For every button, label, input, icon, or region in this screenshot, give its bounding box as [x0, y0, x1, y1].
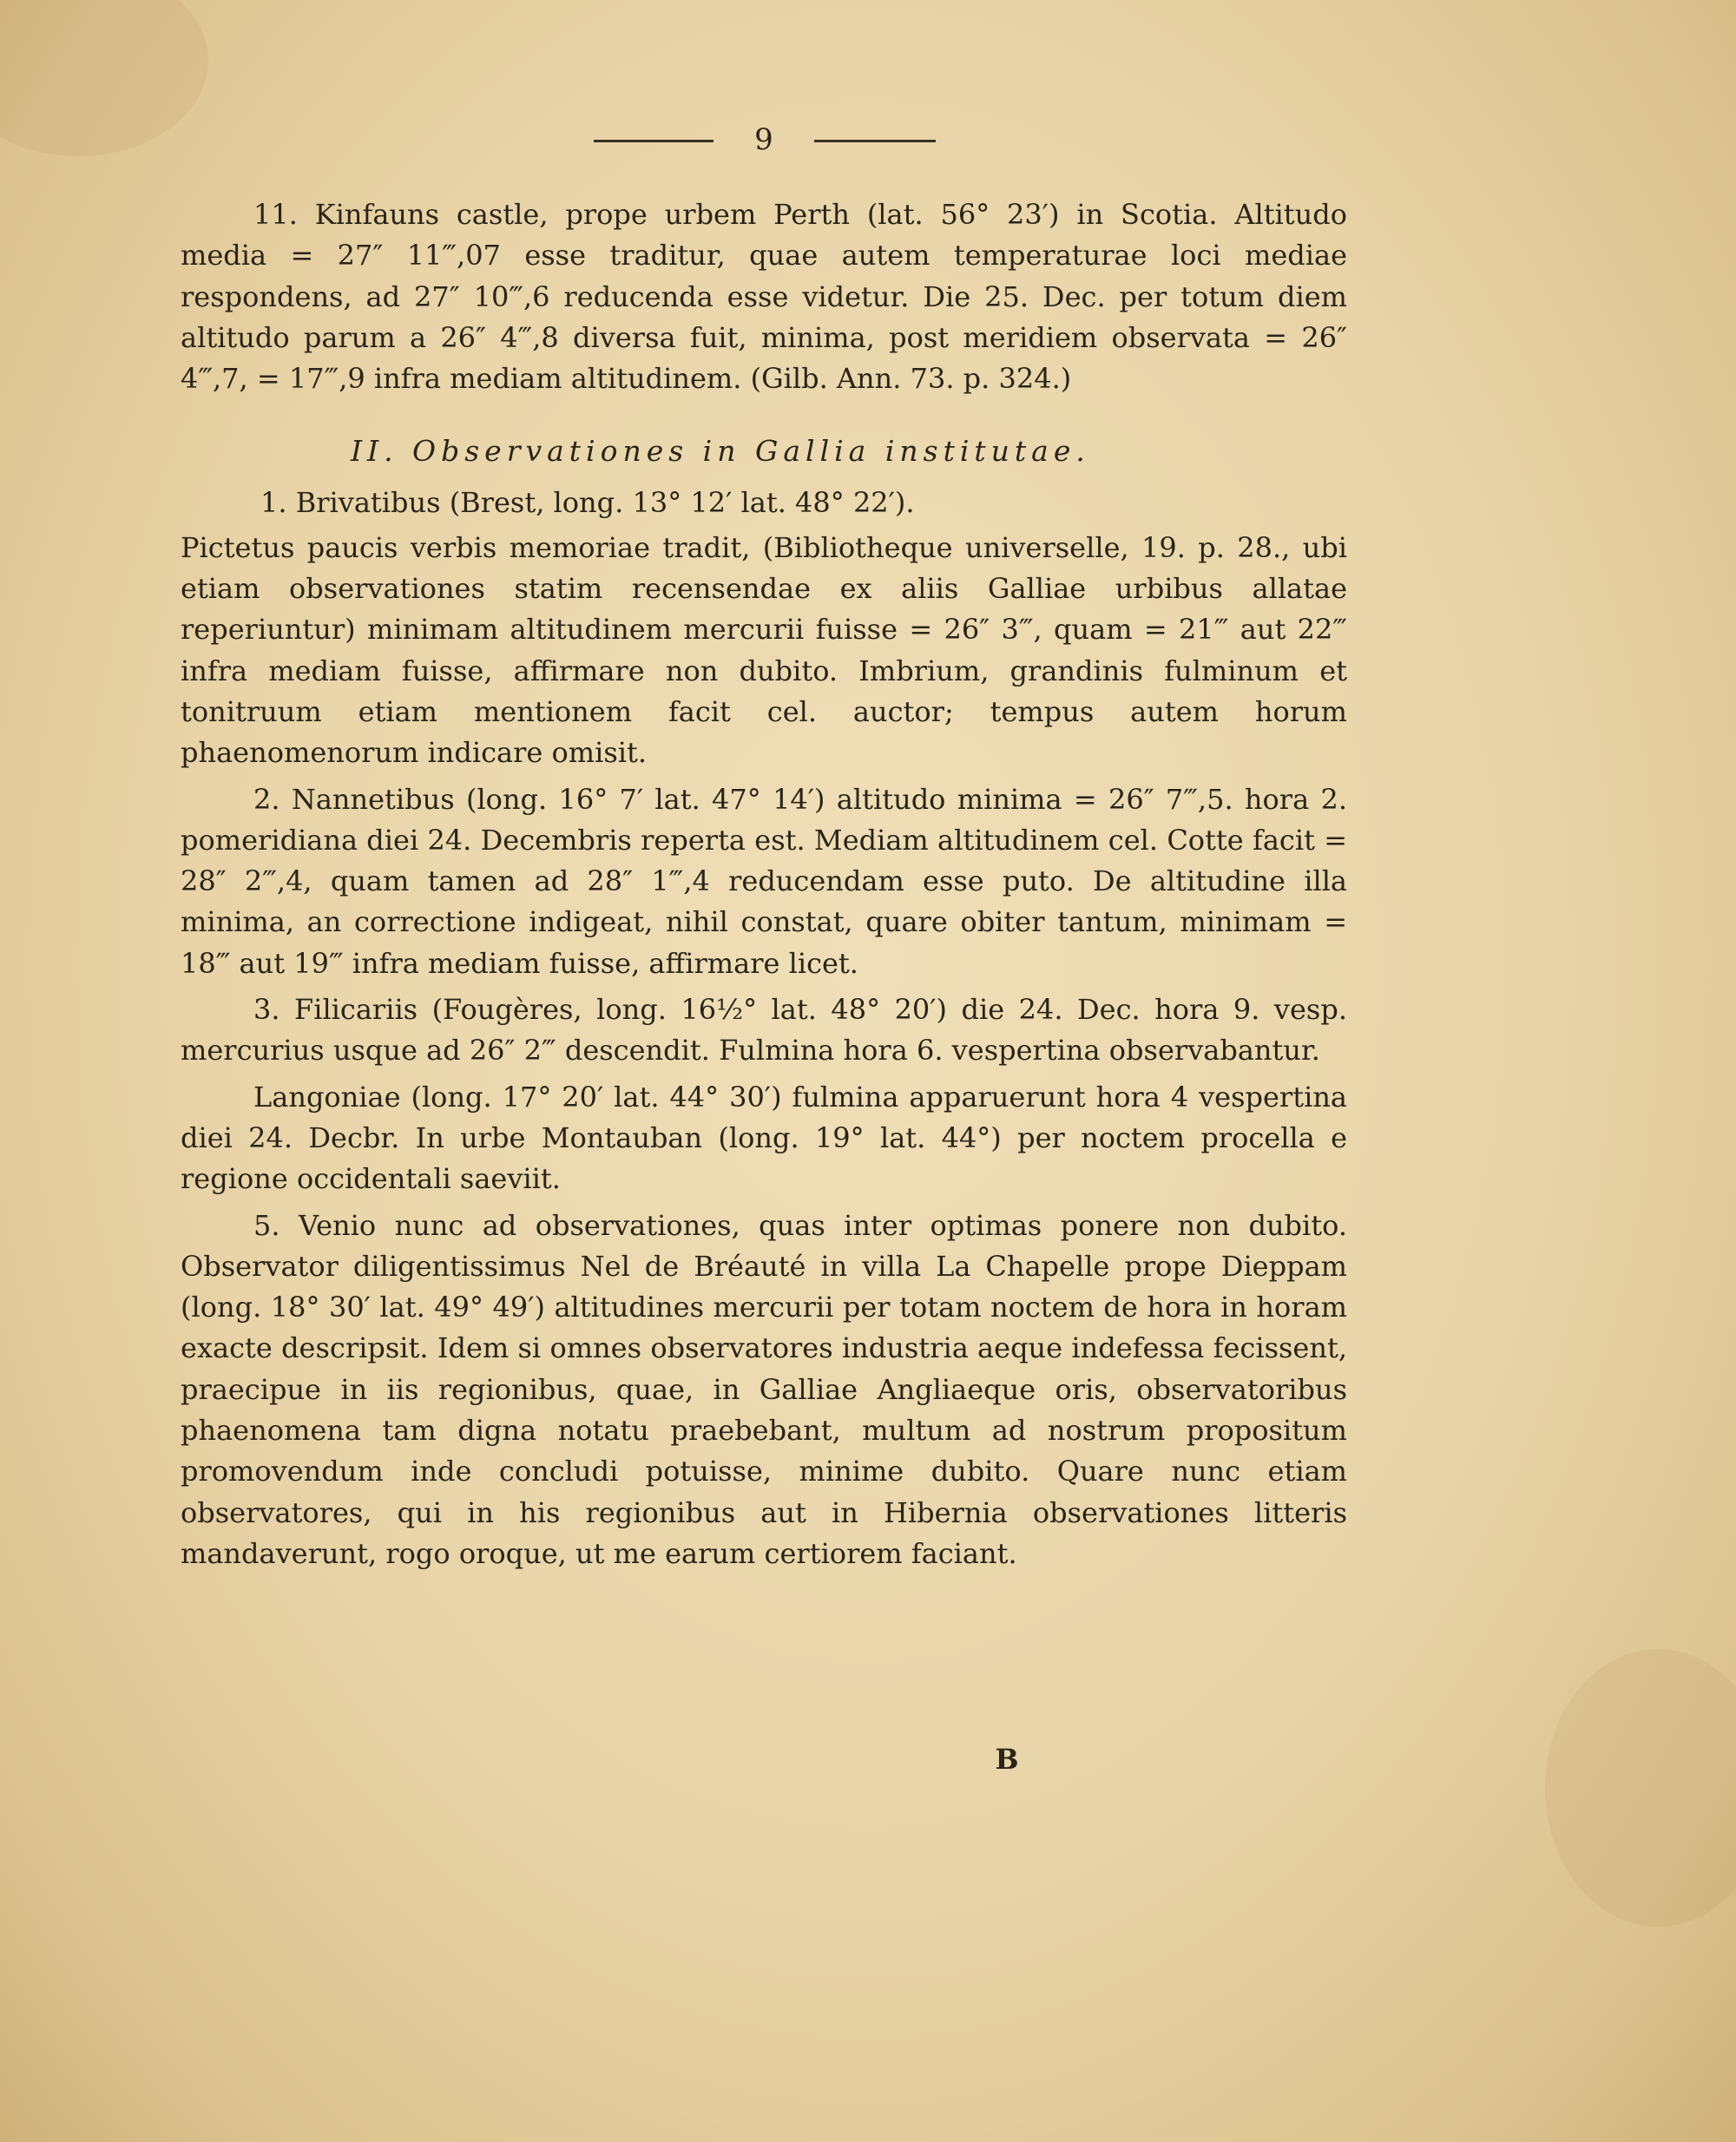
entry-brivatibus-body: Pictetus paucis verbis memoriae tradit, (Bibliotheque universelle, 19. p. 28., ubi etiam observationes statim recensendae ex aliis Galliae urbibus allatae reperiuntur) minimam altitudinem mercurii fuisse = 26″ 3‴, quam = 21‴ aut 22‴ infra mediam fuisse, affirmare non dubito. Imbrium, grandinis fulminum et tonitruum etiam mentionem facit cel. auctor; tempus autem horum phaenomenorum indicare omisit.	[181, 530, 1347, 770]
section-heading: II. Observationes in Gallia institutae.	[351, 434, 1090, 469]
entry-filicariis: 3. Filicariis (Fougères, long. 16½° lat. 48° 20′) die 24. Dec. hora 9. vesp. mercurius usque ad 26″ 2‴ descendit. Fulmina hora 6. vespertina observabantur.	[181, 993, 1347, 1068]
entry-venio: 5. Venio nunc ad observationes, quas inter optimas ponere non dubito. Observator diligentissimus Nel de Bréauté in villa La Chapelle prope Dieppam (long. 18° 30′ lat. 49° 49′) altitudines mercurii per totam noctem de hora in horam exacte descripsit. Idem si omnes observatores industria aeque indefessa fecissent, praecipue in iis regionibus, quae, in Galliae Angliaeque oris, observatoribus phaenomena tam digna notatu praebebant, multum ad nostrum propositum promovendum inde concludi potuisse, minime dubito. Quare nunc etiam observatores, qui in his regionibus aut in Hibernia observationes litteris mandaverunt, rogo oroque, ut me earum certiorem faciant.	[181, 1208, 1347, 1570]
paper-stain	[1545, 1649, 1736, 1927]
header-rule-right	[814, 140, 936, 142]
page-header	[0, 118, 1736, 161]
page-number: 9	[754, 122, 773, 157]
entry-langoniae: Langoniae (long. 17° 20′ lat. 44° 30′) fulmina apparuerunt hora 4 vespertina diei 24. Decbr. In urbe Montauban (long. 19° lat. 44°) per noctem procella e regione occidentali saeviit.	[181, 1080, 1347, 1196]
body-text	[181, 194, 1347, 1574]
entry-kinfauns: 11. Kinfauns castle, prope urbem Perth (lat. 56° 23′) in Scotia. Altitudo media = 27″ 11‴,07 esse traditur, quae autem temperaturae loci mediae respondens, ad 27″ 10‴,6 reducenda esse videtur. Die 25. Dec. per totum diem altitudo parum a 26″ 4‴,8 diversa fuit, minima, post meridiem observata = 26″ 4‴,7, = 17‴,9 infra mediam altitudinem. (Gilb. Ann. 73. p. 324.)	[181, 198, 1347, 396]
signature-mark: B	[995, 1743, 1019, 1776]
entry-brivatibus-heading: 1. Brivatibus (Brest, long. 13° 12′ lat. 48° 22′).	[260, 486, 915, 520]
entry-nannetibus: 2. Nannetibus (long. 16° 7′ lat. 47° 14′) altitudo minima = 26″ 7‴,5. hora 2. pomeridiana diei 24. Decembris reperta est. Mediam altitudinem cel. Cotte facit = 28″ 2‴,4, quam tamen ad 28″ 1‴,4 reducendam esse puto. De altitudine illa minima, an correctione indigeat, nihil constat, quare obiter tantum, minimam = 18‴ aut 19‴ infra mediam fuisse, affirmare licet.	[181, 782, 1347, 980]
header-rule-left	[594, 140, 713, 142]
